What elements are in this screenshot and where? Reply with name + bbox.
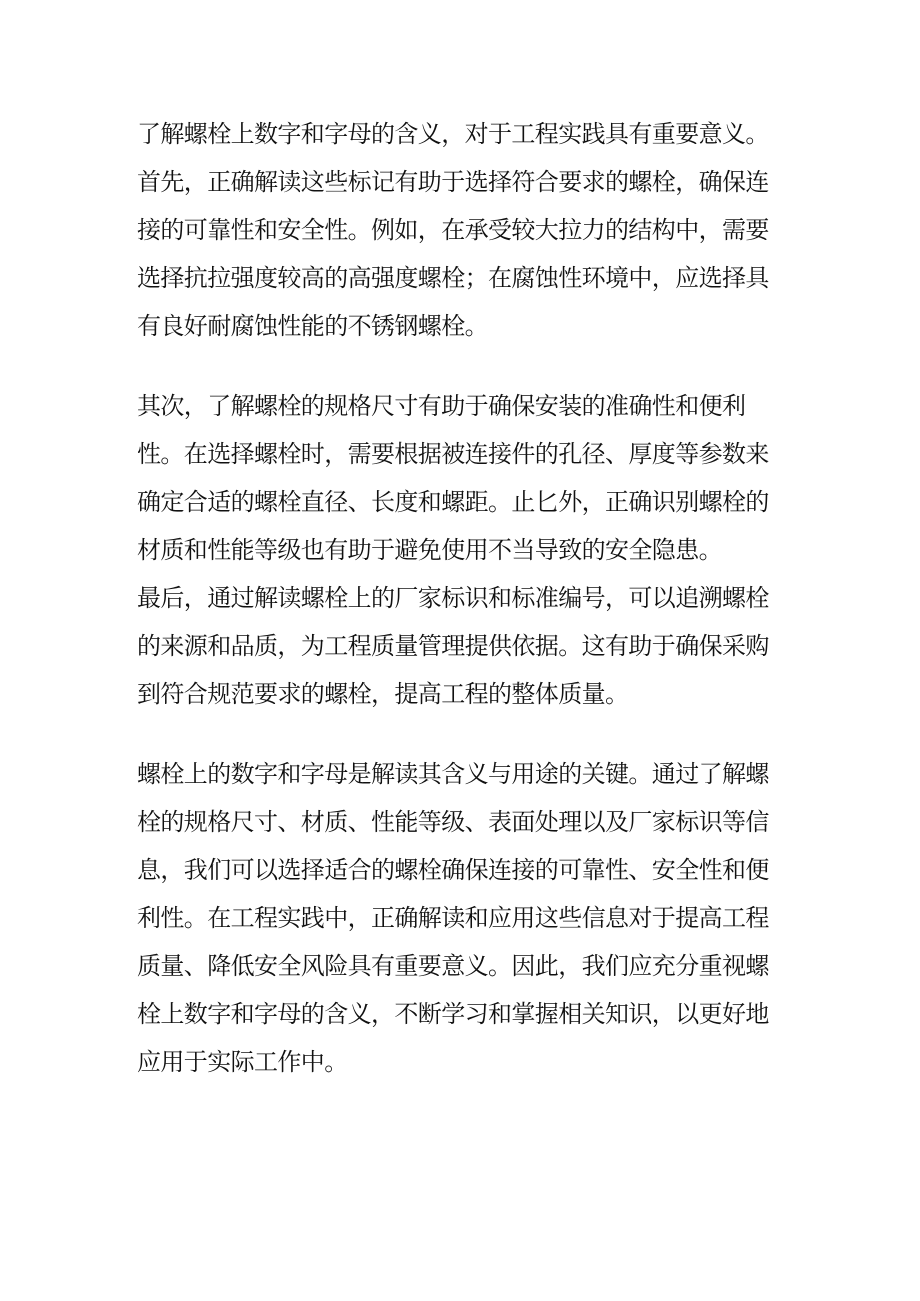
paragraph-4: 螺栓上的数字和字母是解读其含义与用途的关键。通过了解螺栓的规格尺寸、材质、性能等级、表面处理以及厂家标识等信息，我们可以选择适合的螺栓确保连接的可靠性、安全性和便利性。在工程实践中，正确解读和应用这些信息对于提高工程质量、降低安全风险具有重要意义。因此，我们应充分重视螺栓上数字和字母的含义，不断学习和掌握相关知识，以更好地应用于实际工作中。	[137, 760, 769, 1076]
paragraph-2: 其次，了解螺栓的规格尺寸有助于确保安装的准确性和便利性。在选择螺栓时，需要根据被连接件的孔径、厚度等参数来确定合适的螺栓直径、长度和螺距。止匕外，正确识别螺栓的材质和性能等级也有助于避免使用不当导致的安全隐患。	[137, 392, 769, 564]
paragraph-3: 最后，通过解读螺栓上的厂家标识和标准编号，可以追溯螺栓的来源和品质，为工程质量管理提供依据。这有助于确保采购到符合规范要求的螺栓，提高工程的整体质量。	[137, 584, 769, 708]
document-body	[137, 110, 787, 1086]
paragraph-1: 了解螺栓上数字和字母的含义，对于工程实践具有重要意义。首先，正确解读这些标记有助于选择符合要求的螺栓，确保连接的可靠性和安全性。例如，在承受较大拉力的结构中，需要选择抗拉强度较高的高强度螺栓；在腐蚀性环境中，应选择具有良好耐腐蚀性能的不锈钢螺栓。	[137, 120, 769, 340]
